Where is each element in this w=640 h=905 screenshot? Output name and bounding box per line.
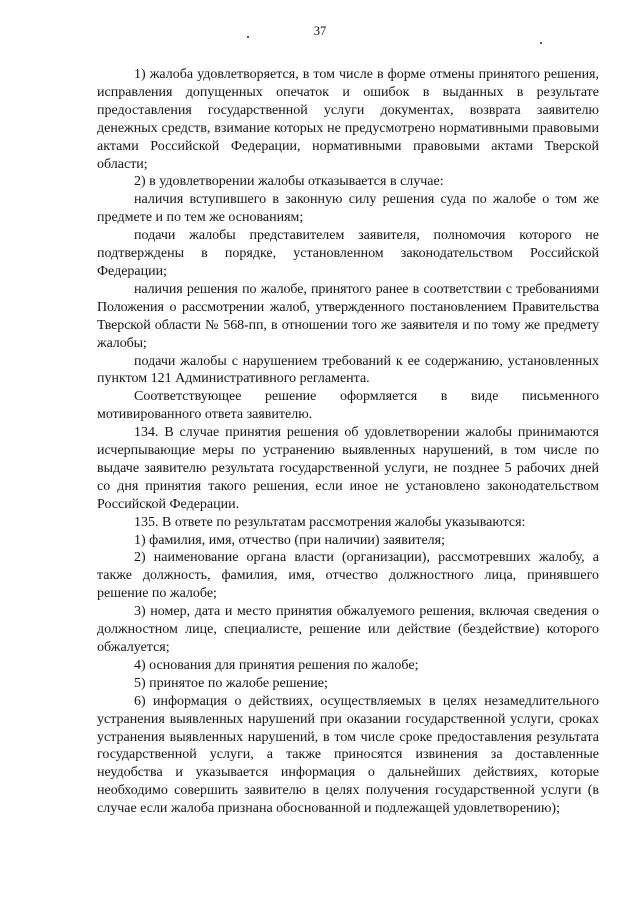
page-number: 37 <box>313 24 327 38</box>
list-item-3-decision-details: 3) номер, дата и место принятия обжалуемого решения, включая сведения о должностном лице, специалисте, решение или действие (бездействие) которого обжалуется; <box>97 604 599 655</box>
paragraph-134: 134. В случае принятия решения об удовлетворении жалобы принимаются исчерпывающие меры по устранению выявленных нарушений, в том числе по выдаче заявителю результата государственной услуги, не позднее 5 рабочих дней со дня принятия такого решения, если иное не установлено законодательством Российской Федерации. <box>97 425 599 512</box>
list-item-5-decision: 5) принятое по жалобе решение; <box>134 675 328 691</box>
paragraph-prior-decision: наличия решения по жалобе, принятого ранее в соответствии с требованиями Положения о рассмотрении жалоб, утвержденного постановлением Правительства Тверской области № 568-пп, в отношении того же заявителя и по тому же предмету жалобы; <box>97 281 599 351</box>
paragraph-135: 135. В ответе по результатам рассмотрения жалобы указываются: <box>134 514 526 530</box>
paragraph-court-decision: наличия вступившего в законную силу решения суда по жалобе о том же предмете и по тем же основаниям; <box>97 192 599 226</box>
list-item-2-authority: 2) наименование органа власти (организации), рассмотревших жалобу, а также должность, фамилия, имя, отчество должностного лица, принявшего решение по жалобе; <box>97 550 599 602</box>
scan-speck <box>540 42 542 44</box>
scan-speck <box>247 36 249 38</box>
paragraph-content-violation: подачи жалобы с нарушением требований к ее содержанию, установленных пунктом 121 Административного регламента. <box>97 353 599 387</box>
document-body <box>97 66 599 818</box>
list-item-1-name: 1) фамилия, имя, отчество (при наличии) заявителя; <box>134 532 445 548</box>
list-item-4-grounds: 4) основания для принятия решения по жалобе; <box>134 657 419 673</box>
paragraph-unauthorized-representative: подачи жалобы представителем заявителя, полномочия которого не подтверждены в порядке, установленном законодательством Российской Федерации; <box>97 228 599 279</box>
paragraph-1-complaint-satisfied: 1) жалоба удовлетворяется, в том числе в форме отмены принятого решения, исправления допущенных опечаток и ошибок в выданных в результате предоставления государственной услуги документах, возврата заявителю денежных средств, взимание которых не предусмотрено нормативными правовыми актами Российской Федерации, нормативными правовыми актами Тверской области; <box>97 67 599 172</box>
list-item-6-actions-info: 6) информация о действиях, осуществляемых в целях незамедлительного устранения выявленных нарушений при оказании государственной услуги, сроках устранения выявленных нарушений, в том числе сроке предоставления результата государственной услуги, а также приносятся извинения за доставленные неудобства и указывается информация о дальнейших действиях, которые необходимо совершить заявителю в целях получения государственной услуги (в случае если жалоба признана обоснованной и подлежащей удовлетворению); <box>97 693 599 817</box>
paragraph-written-answer: Соответствующее решение оформляется в виде письменного мотивированного ответа заявителю. <box>97 389 599 423</box>
paragraph-2-complaint-refused: 2) в удовлетворении жалобы отказывается в случае: <box>134 174 444 190</box>
